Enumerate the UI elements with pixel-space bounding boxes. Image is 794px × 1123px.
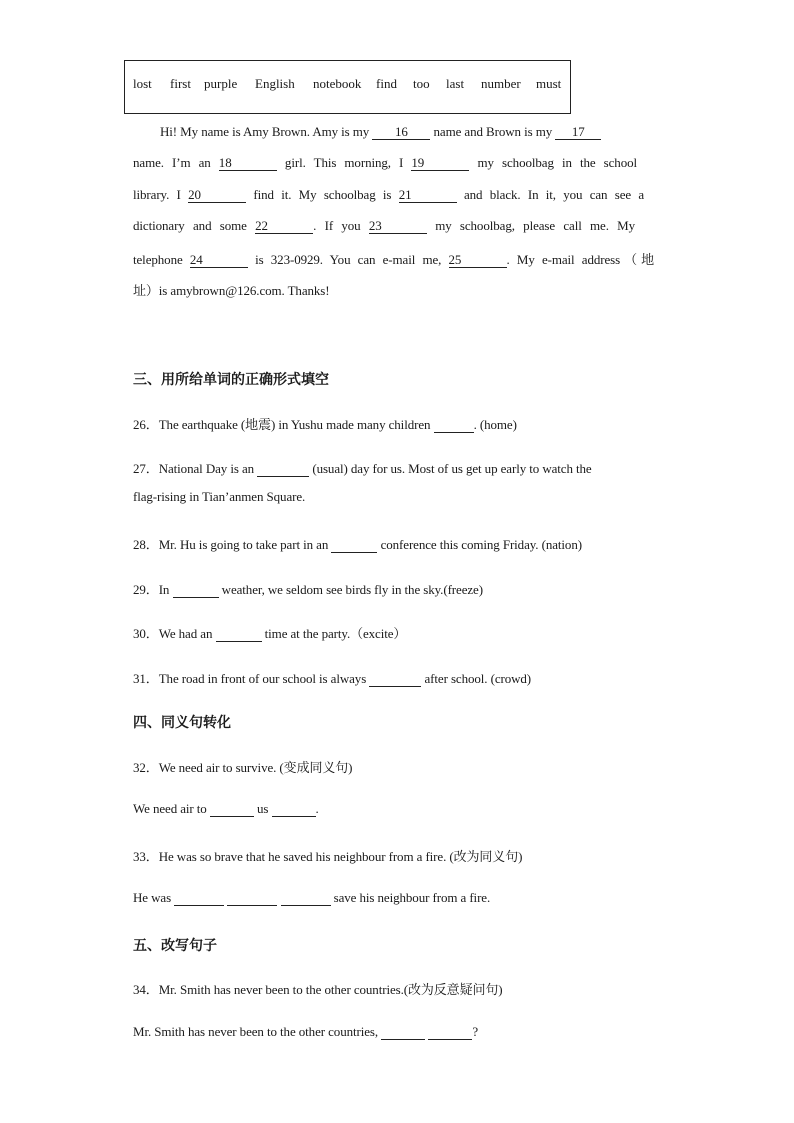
question-number: 27． (133, 461, 159, 476)
question-27 (133, 458, 592, 477)
blank-22[interactable]: 22 (255, 219, 313, 234)
passage-text: find it. My schoolbag is (253, 187, 392, 202)
question-text: after school. (crowd) (424, 671, 532, 686)
question-number: 31． (133, 671, 159, 686)
word-bank-item: English (255, 76, 295, 91)
passage-text: name. I’m an (133, 155, 211, 170)
passage-text: Hi! My name is Amy Brown. Amy is my (160, 124, 370, 139)
passage-text: . My e-mail address（地 (506, 252, 654, 267)
answer-text: save his neighbour from a fire. (333, 890, 491, 905)
passage-line-1 (160, 124, 601, 140)
question-30 (133, 623, 406, 642)
question-text: weather, we seldom see birds fly in the sky.(freeze) (221, 582, 483, 597)
question-number: 28． (133, 537, 159, 552)
passage-line-3 (133, 187, 644, 203)
question-32 (133, 757, 352, 776)
question-28 (133, 534, 582, 553)
word-bank-box (124, 60, 571, 114)
answer-blank-33-3[interactable] (281, 891, 331, 906)
answer-blank-33-1[interactable] (174, 891, 224, 906)
answer-blank-32-1[interactable] (210, 802, 254, 817)
question-number: 30． (133, 626, 159, 641)
blank-23[interactable]: 23 (369, 219, 427, 234)
question-text: time at the party.（excite） (264, 626, 407, 641)
question-29 (133, 579, 483, 598)
passage-text: telephone (133, 252, 183, 267)
question-text: Mr. Smith has never been to the other countries.(改为反意疑问句) (158, 982, 503, 997)
passage-line-6: 址）is amybrown@126.com. Thanks! (133, 283, 330, 298)
answer-blank-34-2[interactable] (428, 1025, 472, 1040)
section-5-title: 五、改写句子 (133, 938, 217, 954)
blank-19[interactable]: 19 (411, 156, 469, 171)
blank-21[interactable]: 21 (399, 188, 457, 203)
passage-text: my schoolbag, please call me. My (435, 218, 636, 233)
question-text: conference this coming Friday. (nation) (380, 537, 582, 552)
answer-text: ? (472, 1024, 479, 1039)
word-bank-item: too (413, 76, 430, 91)
question-33 (133, 846, 522, 865)
answer-blank-26[interactable] (434, 418, 474, 433)
question-text: We had an (158, 626, 213, 641)
question-text: He was so brave that he saved his neighbour from a fire. (改为同义句) (158, 849, 523, 864)
passage-text: dictionary and some (133, 218, 247, 233)
passage-line-2 (133, 155, 637, 171)
answer-text: us (257, 801, 269, 816)
blank-16[interactable]: 16 (372, 125, 430, 140)
answer-blank-30[interactable] (216, 627, 262, 642)
question-number: 26． (133, 417, 159, 432)
passage-line-4 (133, 218, 635, 234)
word-bank-item: first (170, 76, 191, 91)
section-4-title: 四、同义句转化 (133, 715, 231, 731)
word-bank-item: lost (133, 76, 152, 91)
passage-line-5 (133, 249, 654, 268)
question-number: 33． (133, 849, 159, 864)
passage-text: girl. This morning, I (284, 155, 404, 170)
word-bank-item: must (536, 76, 562, 91)
word-bank-item: notebook (313, 76, 362, 91)
passage-text: library. I (133, 187, 181, 202)
blank-18[interactable]: 18 (219, 156, 277, 171)
word-bank-item: find (376, 76, 397, 91)
blank-25[interactable]: 25 (449, 253, 507, 268)
question-33-answer (133, 890, 490, 906)
question-text: (usual) day for us. Most of us get up early to watch the (312, 461, 592, 476)
passage-text: name and Brown is my (433, 124, 553, 139)
blank-24[interactable]: 24 (190, 253, 248, 268)
blank-20[interactable]: 20 (188, 188, 246, 203)
question-number: 34． (133, 982, 159, 997)
question-34-answer (133, 1024, 478, 1040)
passage-text: my schoolbag in the school (477, 155, 638, 170)
answer-text: . (315, 801, 319, 816)
answer-blank-32-2[interactable] (272, 802, 316, 817)
question-text: In (158, 582, 170, 597)
word-bank-item: number (481, 76, 521, 91)
passage-text: and black. In it, you can see a (463, 187, 644, 202)
question-text: The road in front of our school is always (158, 671, 367, 686)
answer-text: He was (133, 890, 172, 905)
question-text: We need air to survive. (变成同义句) (158, 760, 353, 775)
blank-17[interactable]: 17 (555, 125, 601, 140)
question-26 (133, 414, 517, 433)
word-bank-item: purple (204, 76, 238, 91)
question-27-continued: flag-rising in Tian’anmen Square. (133, 489, 306, 504)
question-text: . (home) (473, 417, 517, 432)
answer-blank-29[interactable] (173, 583, 219, 598)
answer-text: Mr. Smith has never been to the other countries, (133, 1024, 379, 1039)
question-number: 29． (133, 582, 159, 597)
question-32-answer (133, 801, 319, 817)
question-text: National Day is an (158, 461, 255, 476)
question-text: Mr. Hu is going to take part in an (158, 537, 329, 552)
question-text: The earthquake (地震) in Yushu made many children (158, 417, 431, 432)
question-34 (133, 979, 503, 998)
answer-blank-31[interactable] (369, 672, 421, 687)
answer-blank-28[interactable] (331, 538, 377, 553)
question-31 (133, 668, 531, 687)
word-bank-item: last (446, 76, 465, 91)
answer-blank-34-1[interactable] (381, 1025, 425, 1040)
answer-text: We need air to (133, 801, 207, 816)
passage-text: is 323-0929. You can e-mail me, (255, 252, 442, 267)
section-3-title: 三、用所给单词的正确形式填空 (133, 372, 329, 388)
answer-blank-27[interactable] (257, 462, 309, 477)
passage-text: . If you (313, 218, 361, 233)
answer-blank-33-2[interactable] (227, 891, 277, 906)
question-number: 32． (133, 760, 159, 775)
